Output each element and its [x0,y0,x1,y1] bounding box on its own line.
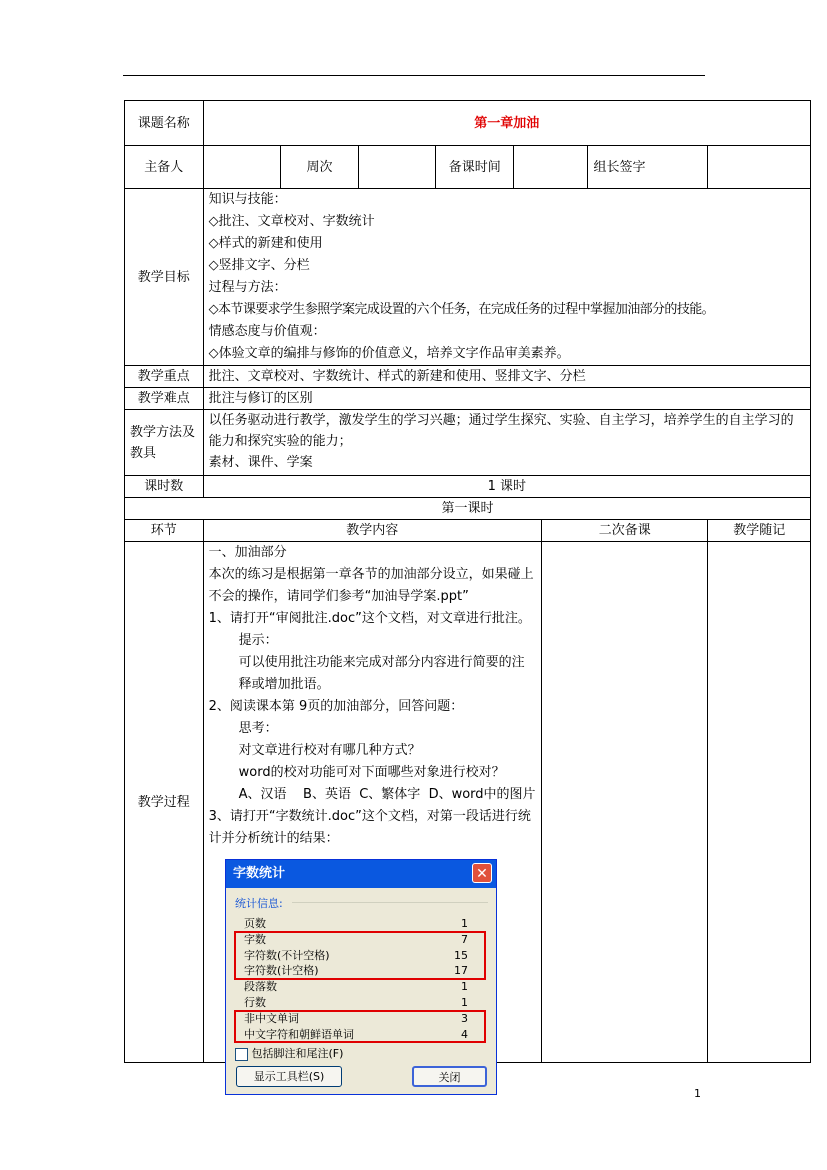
highlight-box [234,931,486,980]
stat-label: 字符数(不计空格) [244,948,330,962]
stat-value: 1 [461,917,468,930]
session-title: 第一课时 [125,498,811,520]
stat-label: 段落数 [244,980,277,994]
stat-label: 字符数(计空格) [244,964,319,978]
stat-label: 中文字符和朝鲜语单词 [244,1027,354,1041]
difficulty-value: 批注与修订的区别 [203,388,810,410]
process-line: 可以使用批注功能来完成对部分内容进行简要的注释或增加批语。 [238,655,525,692]
stat-label: 字数 [244,932,266,946]
stat-label: 行数 [244,996,266,1009]
process-line: 一、加油部分 [208,545,287,560]
stat-row [242,916,472,931]
leader-sign-label: 组长签字 [588,146,708,189]
group-divider [292,902,488,903]
stat-label: 页数 [244,917,266,930]
goal-line: ◇体验文章的编排与修饰的价值意义，培养文字作品审美素养。 [208,346,570,361]
prep-time-value [514,146,588,189]
checkbox-label: 包括脚注和尾注(F) [251,1047,344,1060]
process-line: 3、请打开“字数统计.doc”这个文档，对第一段话进行统计并分析统计的结果： [208,809,531,846]
prep-time-label: 备课时间 [436,146,514,189]
hours-label: 课时数 [125,476,204,498]
difficulty-label: 教学难点 [125,388,204,410]
goal-line: 情感态度与价值观： [208,324,326,339]
col-notes: 教学随记 [708,520,811,542]
col-stage: 环节 [125,520,204,542]
stat-value: 15 [454,948,468,962]
close-icon[interactable]: ✕ [472,863,492,883]
show-toolbar-button[interactable]: 显示工具栏(S) [236,1066,342,1087]
goal-line: ◇本节课要求学生参照学案完成设置的六个任务，在完成任务的过程中掌握加油部分的技能。 [208,302,715,317]
goals-content [203,189,810,366]
close-button[interactable]: 关闭 [412,1066,487,1087]
checkbox-box[interactable] [235,1048,248,1061]
stat-value: 3 [461,1011,468,1025]
page-number: 1 [694,1087,701,1100]
week-label: 周次 [281,146,359,189]
goals-label: 教学目标 [125,189,204,366]
stat-value: 7 [461,932,468,946]
highlight-box [234,1010,486,1044]
process-line: 提示： [238,633,278,648]
methods-content [203,410,810,476]
stats-group-label: 统计信息: [235,897,283,910]
stat-row [242,979,472,994]
process-line: 本次的练习是根据第一章各节的加油部分设立，如果碰上不会的操作，请同学们参考“加油导学案.ppt” [208,567,534,604]
col-second-prep: 二次备课 [541,520,708,542]
topic-label: 课题名称 [125,101,204,146]
second-prep-cell [541,542,708,1063]
word-count-dialog [225,859,497,1095]
notes-cell [708,542,811,1063]
stat-value: 17 [454,964,468,978]
leader-sign-value [708,146,811,189]
goal-line: 知识与技能： [208,192,287,207]
stat-value: 1 [461,996,468,1009]
topic-title: 第一章加油 [203,101,810,146]
goal-line: 过程与方法： [208,280,287,295]
methods-line: 以任务驱动进行教学，激发学生的学习兴趣；通过学生探究、实验、自主学习，培养学生的自主学习的能力和探究实验的能力； [208,413,794,449]
dialog-title-bar [226,860,496,888]
stat-row [242,995,472,1010]
methods-line: 素材、课件、学案 [208,455,313,470]
preparer-label: 主备人 [125,146,204,189]
process-line: word的校对功能可对下面哪些对象进行校对？ [238,765,505,780]
goal-line: ◇竖排文字、分栏 [208,258,310,273]
stat-value: 1 [461,980,468,994]
methods-label: 教学方法及教具 [125,410,204,476]
goal-line: ◇样式的新建和使用 [208,236,323,251]
process-line: 2、阅读课本第 9页的加油部分，回答问题： [208,699,464,714]
stat-label: 非中文单词 [244,1011,299,1025]
goal-line: ◇批注、文章校对、字数统计 [208,214,375,229]
include-footnotes-checkbox[interactable] [235,1045,343,1061]
process-line: 对文章进行校对有哪几种方式？ [238,743,421,758]
week-value [358,146,436,189]
key-points-value: 批注、文章校对、字数统计、样式的新建和使用、竖排文字、分栏 [203,366,810,388]
hours-value: 1 课时 [203,476,810,498]
preparer-value [203,146,281,189]
process-line: 1、请打开“审阅批注.doc”这个文档，对文章进行批注。 [208,611,531,626]
process-label: 教学过程 [125,542,204,1063]
process-line: 思考： [238,721,278,736]
dialog-title: 字数统计 [233,866,286,881]
header-rule [123,75,705,76]
key-points-label: 教学重点 [125,366,204,388]
process-line: A、汉语 B、英语 C、繁体字 D、word中的图片 [238,787,536,802]
col-content: 教学内容 [203,520,541,542]
stat-value: 4 [461,1027,468,1041]
